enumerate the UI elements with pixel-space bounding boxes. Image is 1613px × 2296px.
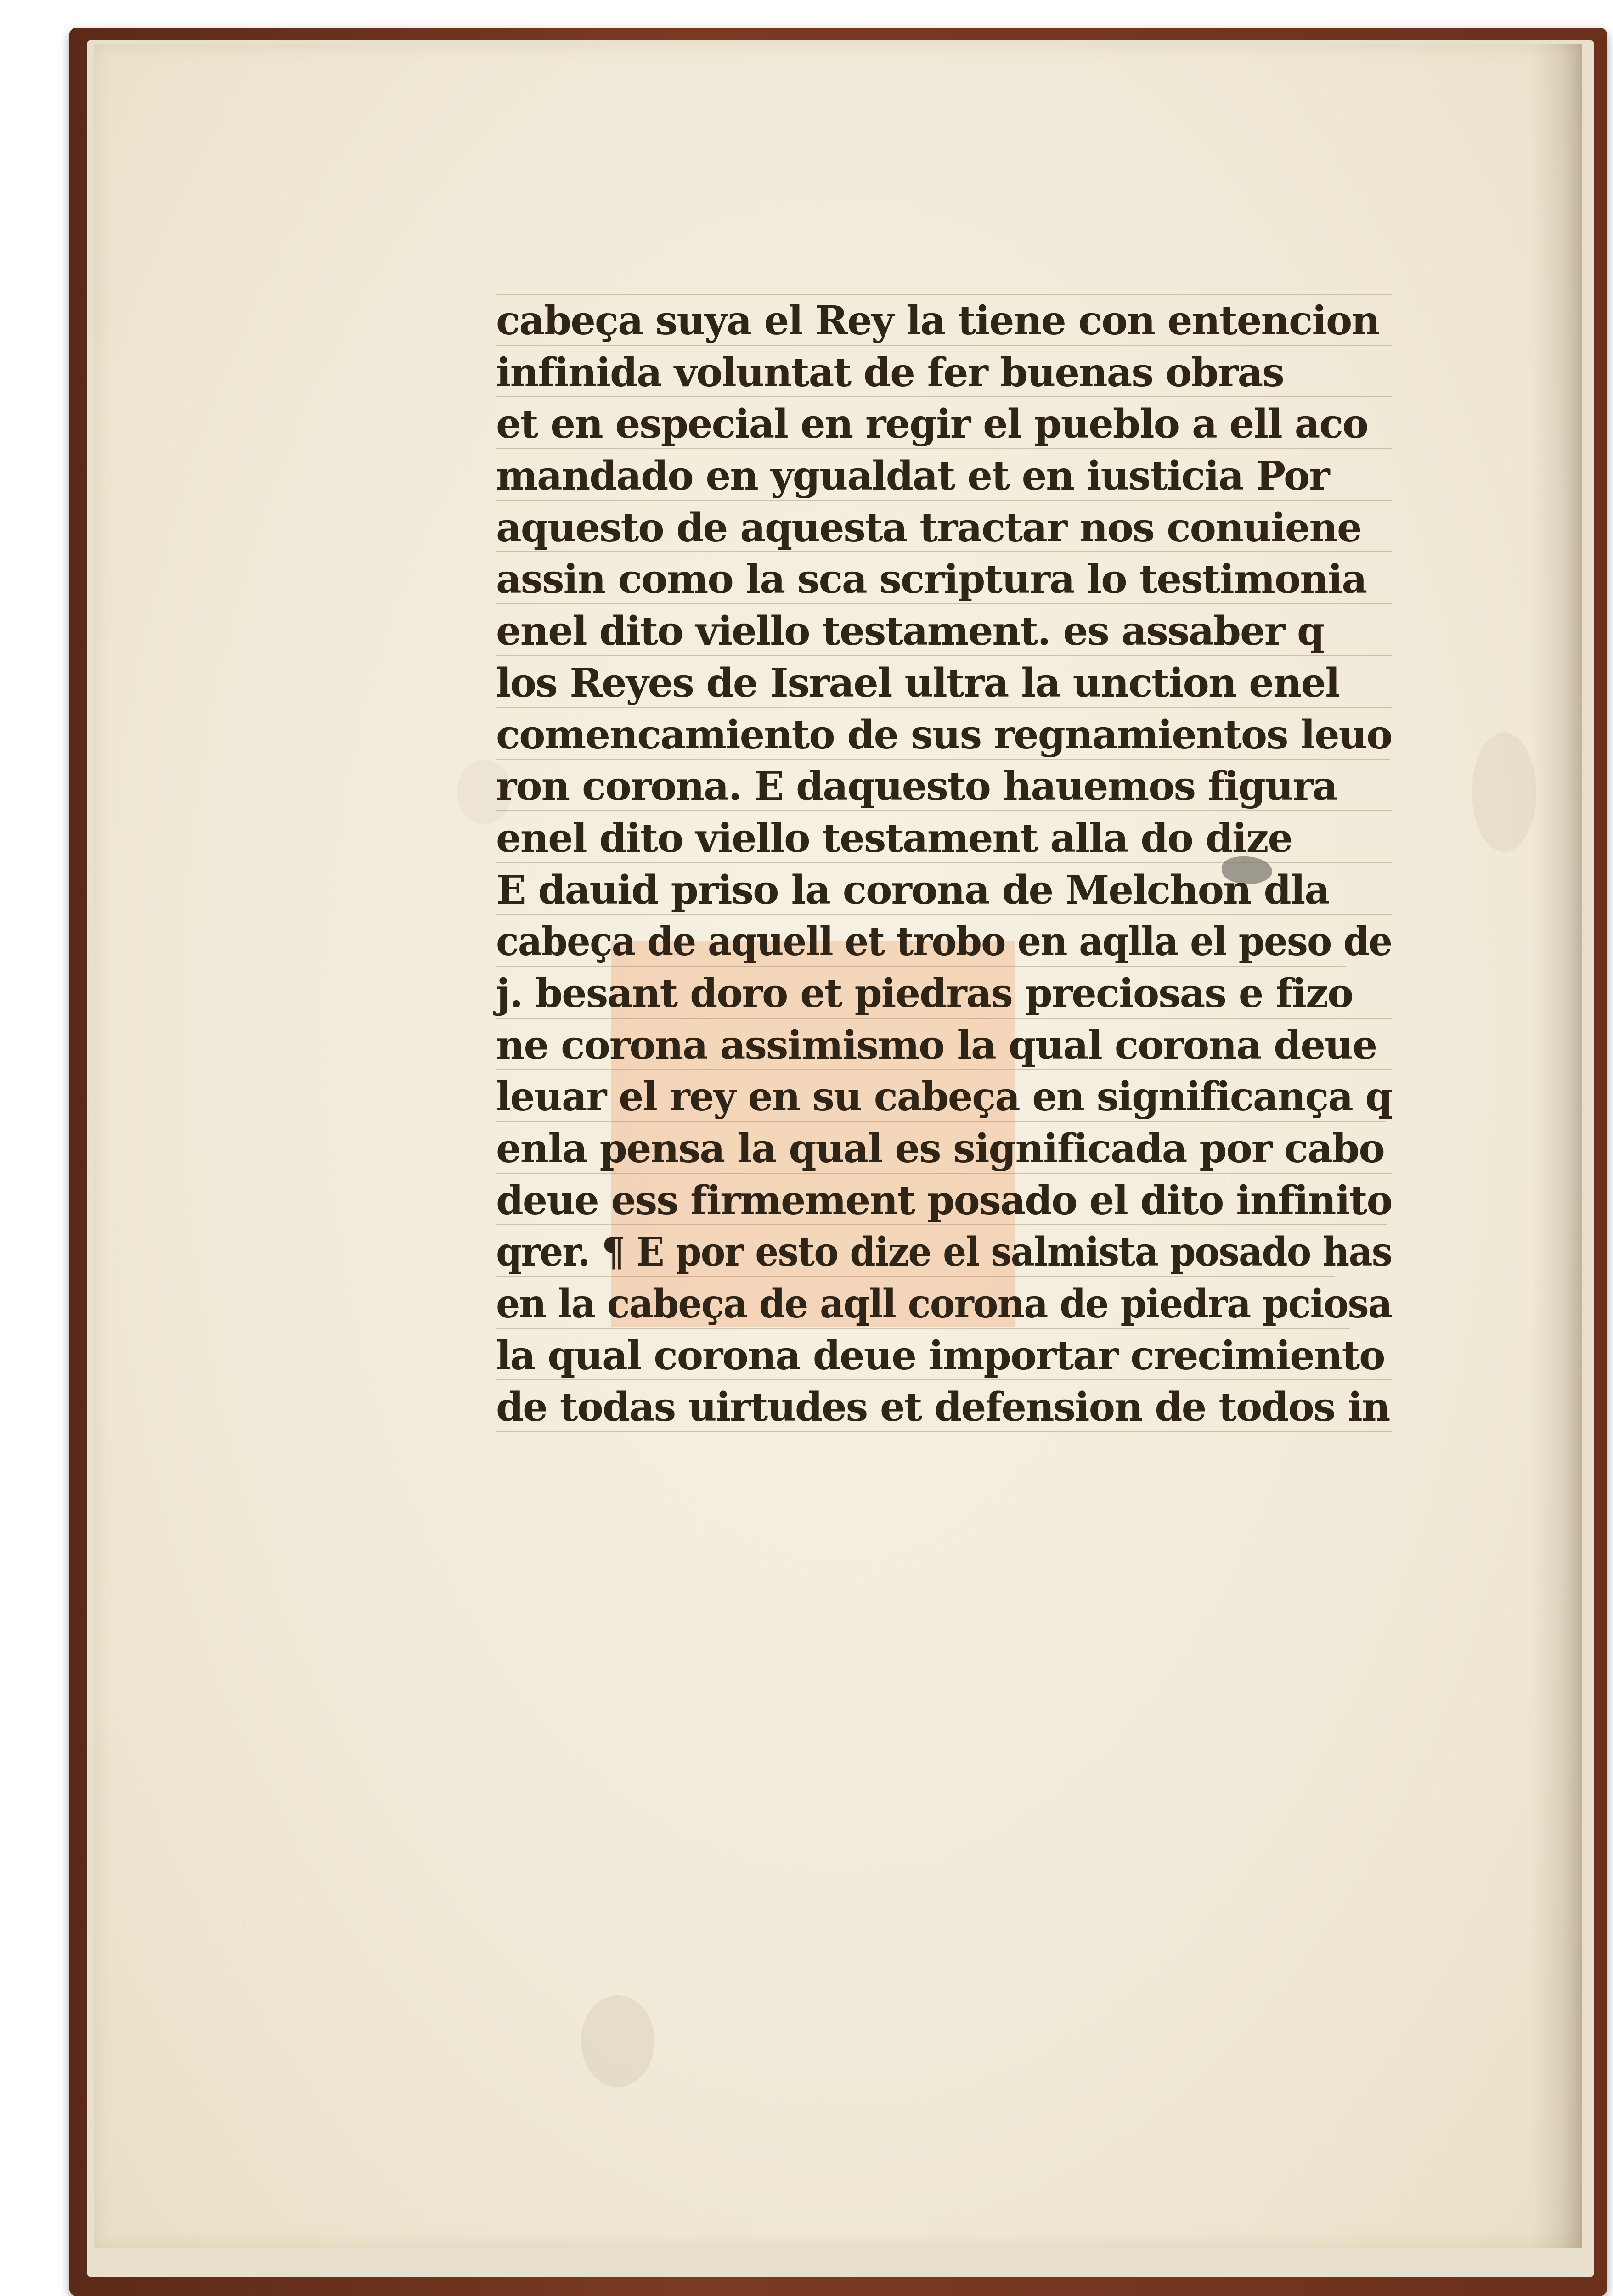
stain-upper-right	[1472, 732, 1536, 852]
text-line: leuar el rey en su cabeça en significança q	[496, 1070, 1386, 1122]
manuscript-text-block	[496, 294, 1392, 1432]
text-line: enel dito viello testament alla do dize	[496, 811, 1392, 863]
text-line: enla pensa la qual es significada por cabo	[496, 1122, 1392, 1174]
text-line: aquesto de aquesta tractar nos conuiene	[496, 501, 1392, 553]
text-line: deue ess firmement posado el dito infinito	[496, 1174, 1387, 1226]
text-line: comencamiento de sus regnamientos leuo	[496, 708, 1390, 760]
text-line: ne corona assimismo la qual corona deue	[496, 1019, 1392, 1070]
text-line: E dauid priso la corona de Melchon dla	[496, 863, 1392, 915]
text-line: en la cabeça de aqll corona de piedra pciosa	[496, 1277, 1350, 1329]
text-line: et en especial en regir el pueblo a ell aco	[496, 397, 1392, 449]
text-line: la qual corona deue importar crecimiento	[496, 1329, 1392, 1381]
text-line: de todas uirtudes et defension de todos in	[496, 1380, 1392, 1432]
text-line: infinida voluntat de fer buenas obras	[496, 346, 1392, 398]
stain-lower-left	[581, 1995, 654, 2087]
text-line: enel dito viello testament. es assaber q	[496, 604, 1392, 656]
text-line: qrer. ¶ E por esto dize el salmista posado has	[496, 1225, 1335, 1277]
text-line: mandado en ygualdat et en iusticia Por	[496, 449, 1392, 501]
gutter-shadow	[1532, 44, 1582, 2248]
text-line: los Reyes de Israel ultra la unction enel	[496, 656, 1392, 708]
text-line: assin como la sca scriptura lo testimonia	[496, 552, 1392, 604]
text-line: cabeça de aquell et trobo en aqlla el peso de	[496, 915, 1346, 967]
text-line: j. besant doro et piedras preciosas e fizo	[496, 967, 1392, 1019]
text-line: ron corona. E daquesto hauemos figura	[496, 760, 1392, 811]
text-line: cabeça suya el Rey la tiene con entencion	[496, 294, 1392, 346]
